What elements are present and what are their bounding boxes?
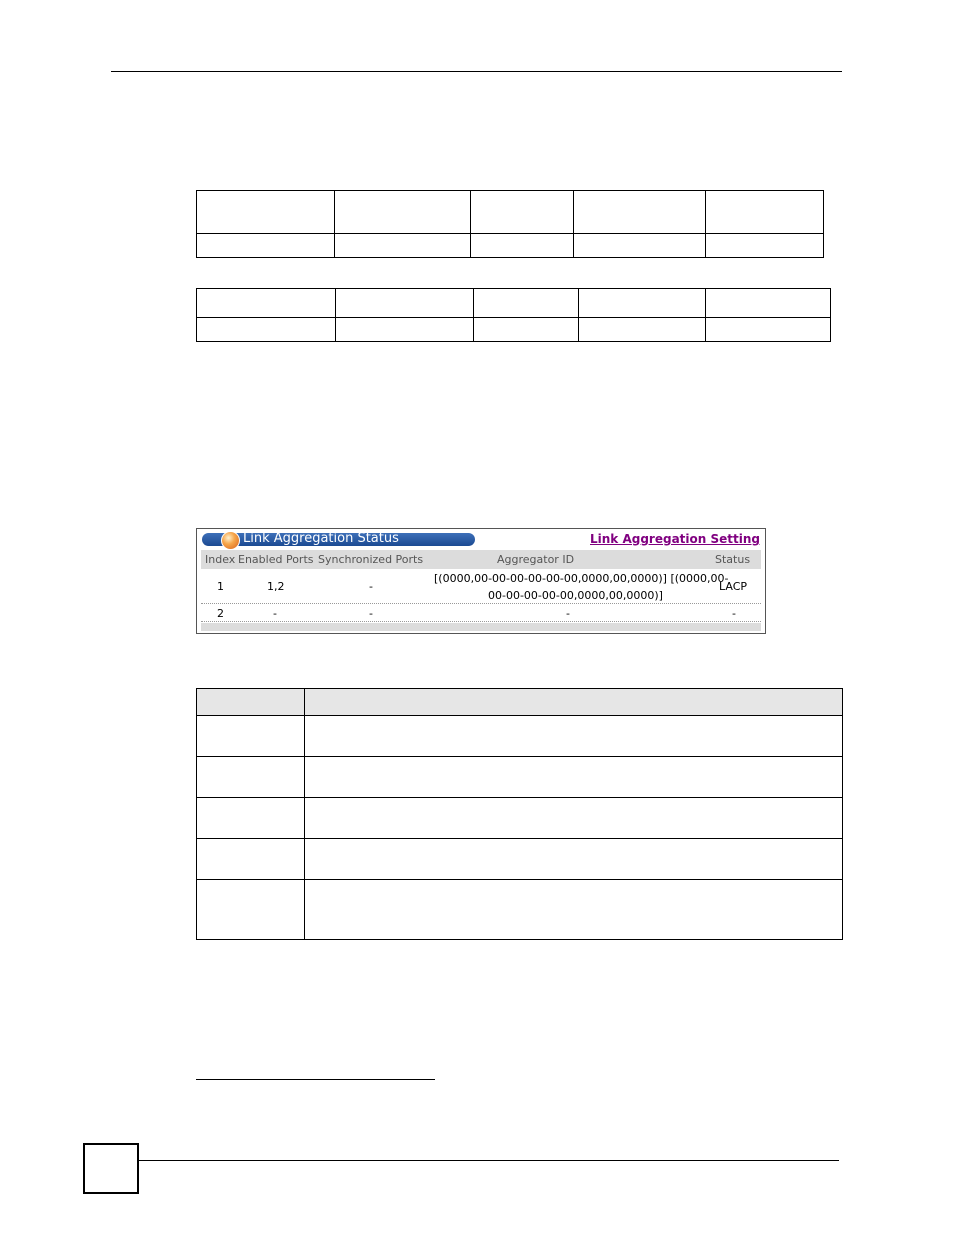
row1-aggregator-id-line1: [(0000,00-00-00-00-00-00,0000,00,0000)] [(0000,00- [434,572,729,585]
col-enabled-ports: Enabled Ports [238,553,314,566]
row1-status: LACP [719,580,748,593]
table-row [197,798,843,839]
table-header-row [197,191,824,234]
table-row [197,318,831,342]
row2-synchronized-ports: - [369,607,373,620]
row2-index: 2 [217,607,224,620]
table-header-row [197,689,843,716]
footer-rule [139,1160,839,1161]
table-header-row [197,289,831,318]
row2-aggregator-id: - [566,607,570,620]
panel-title-bar [202,533,475,546]
row1-aggregator-id-line2: 00-00-00-00-00,0000,00,0000)] [488,589,663,602]
row-divider [201,621,761,622]
col-index: Index [205,553,236,566]
row2-status: - [732,607,736,620]
table-row [197,716,843,757]
row2-enabled-ports: - [273,607,277,620]
table-row [197,757,843,798]
row-divider [201,603,761,604]
page-number-box [83,1143,139,1194]
link-aggregation-setting-link[interactable]: Link Aggregation Setting [590,532,760,546]
row1-synchronized-ports: - [369,580,373,593]
table-row [197,839,843,880]
row1-enabled-ports: 1,2 [267,580,285,593]
row1-index: 1 [217,580,224,593]
panel-title: Link Aggregation Status [243,531,399,546]
link-aggregation-table-1 [196,190,824,258]
col-synchronized-ports: Synchronized Ports [318,553,424,566]
status-orb-icon [221,531,240,550]
link-aggregation-table-2 [196,288,831,342]
footer-band [201,623,761,631]
table-row [197,234,824,258]
field-description-table [196,688,843,940]
table-row [197,880,843,940]
footnote-rule [196,1079,435,1080]
link-aggregation-status-screen [196,528,766,634]
col-status: Status [715,553,751,566]
header-rule [111,71,842,72]
col-aggregator-id: Aggregator ID [497,553,575,566]
